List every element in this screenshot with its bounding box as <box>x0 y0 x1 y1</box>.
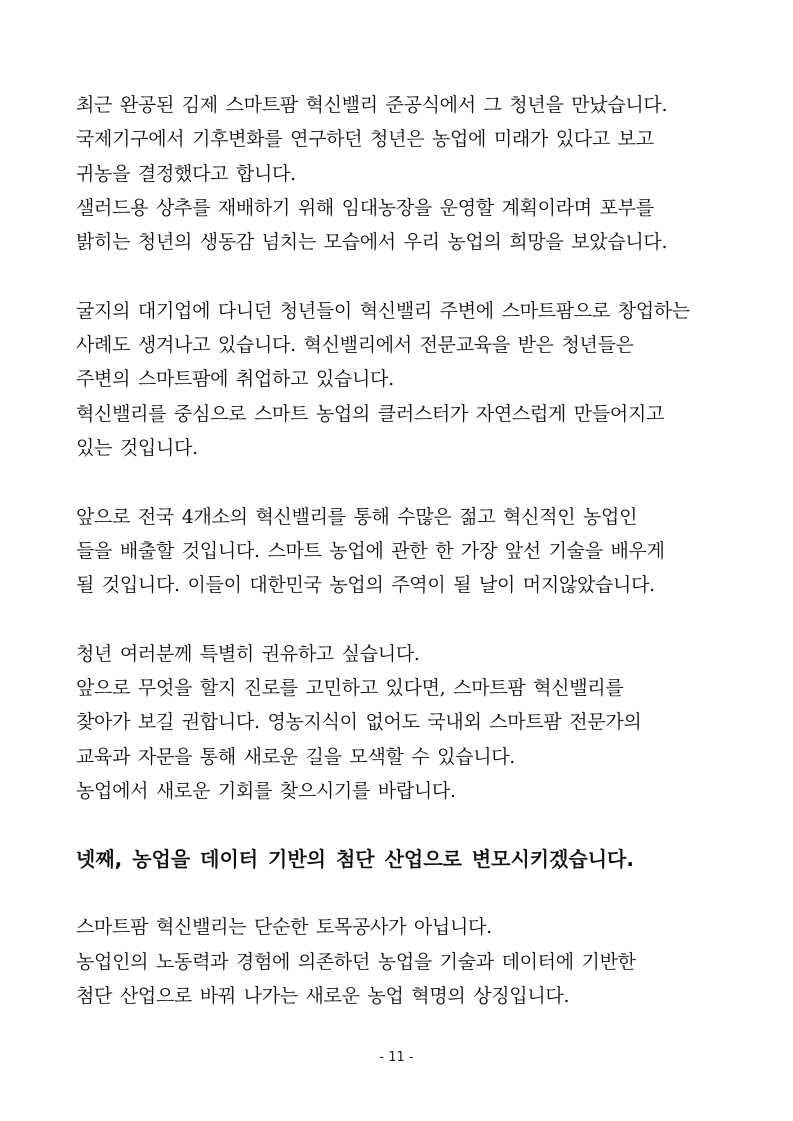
paragraph <box>76 637 724 808</box>
page-number: - 11 - <box>379 1050 414 1065</box>
paragraph <box>76 88 724 259</box>
text-line: 찾아가 보길 권합니다. 영농지식이 없어도 국내외 스마트팜 전문가의 <box>76 711 642 734</box>
text-line: 교육과 자문을 통해 새로운 길을 모색할 수 있습니다. <box>76 745 516 768</box>
paragraph <box>76 294 724 465</box>
text-line: 귀농을 결정했다고 합니다. <box>76 162 296 185</box>
paragraph <box>76 500 724 603</box>
text-line: 주변의 스마트팜에 취업하고 있습니다. <box>76 368 394 391</box>
text-line: 첨단 산업으로 바꿔 나가는 새로운 농업 혁명의 상징입니다. <box>76 984 570 1007</box>
text-line: 될 것입니다. 이들이 대한민국 농업의 주역이 될 날이 머지않았습니다. <box>76 574 655 597</box>
text-line: 굴지의 대기업에 다니던 청년들이 혁신밸리 주변에 스마트팜으로 창업하는 <box>76 299 690 322</box>
text-line: 스마트팜 혁신밸리는 단순한 토목공사가 아닙니다. <box>76 916 492 939</box>
paragraph-spacer <box>76 602 724 636</box>
text-line: 최근 완공된 김제 스마트팜 혁신밸리 준공식에서 그 청년을 만났습니다. <box>76 94 668 116</box>
paragraph <box>76 910 724 1013</box>
text-line: 농업에서 새로운 기회를 찾으시기를 바랍니다. <box>76 779 456 802</box>
text-line: 농업인의 노동력과 경험에 의존하던 농업을 기술과 데이터에 기반한 <box>76 950 636 973</box>
paragraph-spacer <box>76 259 724 293</box>
text-line: 앞으로 무엇을 할지 진로를 고민하고 있다면, 스마트팜 혁신밸리를 <box>76 677 624 700</box>
text-line: 청년 여러분께 특별히 권유하고 싶습니다. <box>76 642 420 665</box>
text-line: 앞으로 전국 4개소의 혁신밸리를 통해 수많은 젊고 혁신적인 농업인 <box>76 505 638 528</box>
text-line: 들을 배출할 것입니다. 스마트 농업에 관한 한 가장 앞선 기술을 배우게 <box>76 539 665 562</box>
document-body <box>76 88 724 1013</box>
paragraph-spacer <box>76 808 724 836</box>
text-line: 밝히는 청년의 생동감 넘치는 모습에서 우리 농업의 희망을 보았습니다. <box>76 231 668 254</box>
paragraph-spacer <box>76 882 724 910</box>
text-line: 국제기구에서 기후변화를 연구하던 청년은 농업에 미래가 있다고 보고 <box>76 128 654 151</box>
text-line: 혁신밸리를 중심으로 스마트 농업의 클러스터가 자연스럽게 만들어지고 <box>76 402 665 425</box>
text-line: 있는 것입니다. <box>76 436 198 459</box>
text-line: 사례도 생겨나고 있습니다. 혁신밸리에서 전문교육을 받은 청년들은 <box>76 334 634 357</box>
text-line: 샐러드용 상추를 재배하기 위해 임대농장을 운영할 계획이라며 포부를 <box>76 196 654 219</box>
paragraph-spacer <box>76 465 724 499</box>
section-heading: 넷째, 농업을 데이터 기반의 첨단 산업으로 변모시키겠습니다. <box>76 847 634 872</box>
